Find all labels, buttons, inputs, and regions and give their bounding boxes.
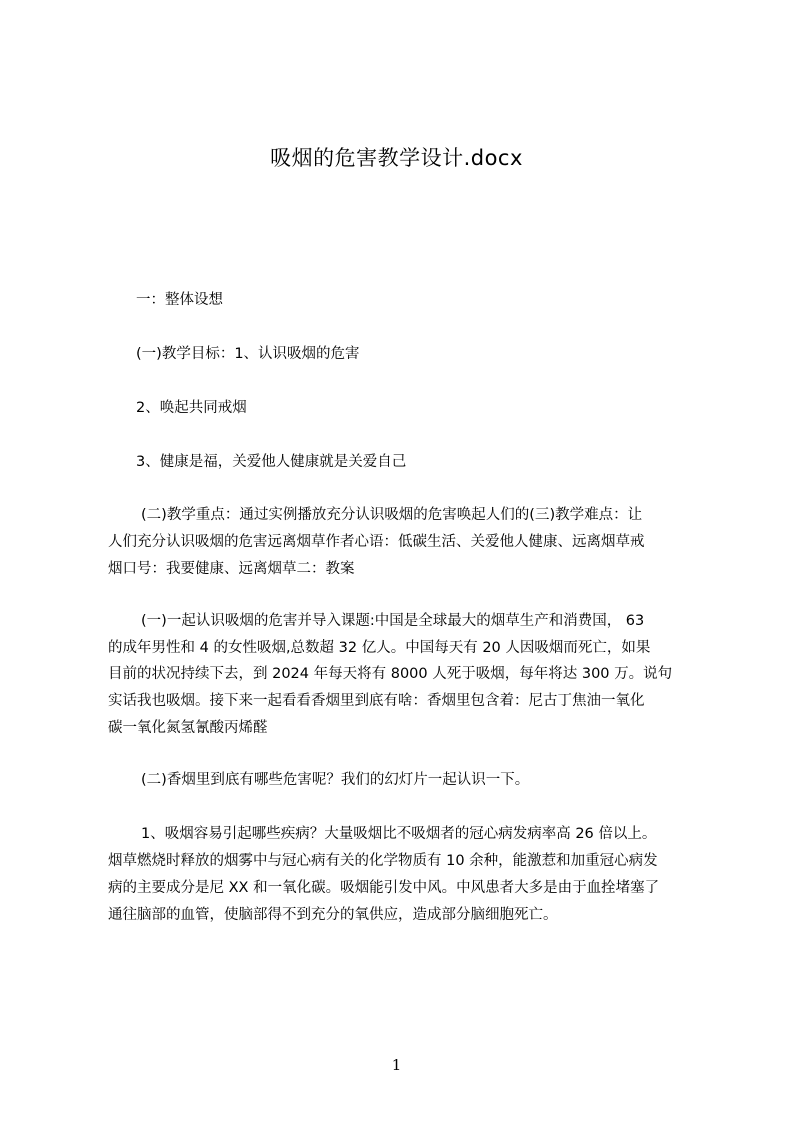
paragraph-diseases-line-2: 烟草燃烧时释放的烟雾中与冠心病有关的化学物质有 10 余种，能激惹和加重冠心病发 [108, 853, 658, 869]
teaching-goal-line-3: 3、健康是福，关爱他人健康就是关爱自己 [136, 454, 407, 470]
paragraph-diseases-line-1: 1、吸烟容易引起哪些疾病？大量吸烟比不吸烟者的冠心病发病率高 26 倍以上。 [141, 826, 657, 842]
paragraph-key-points-line-1: (二)教学重点：通过实例播放充分认识吸烟的危害唤起人们的(三)教学难点：让 [141, 507, 643, 523]
paragraph-diseases-line-4: 通往脑部的血管，使脑部得不到充分的氧供应，造成部分脑细胞死亡。 [108, 907, 558, 923]
teaching-goal-line-1: (一)教学目标：1、认识吸烟的危害 [136, 346, 360, 362]
document-title: 吸烟的危害教学设计.docx [270, 146, 523, 170]
page-number: 1 [391, 1056, 402, 1074]
paragraph-key-points-line-3: 烟口号：我要健康、远离烟草二：教案 [108, 561, 355, 577]
paragraph-intro-line-1: (一)一起认识吸烟的危害并导入课题:中国是全球最大的烟草生产和消费国， 63 [141, 613, 645, 629]
paragraph-intro-line-4: 实话我也吸烟。接下来一起看看香烟里到底有啥：香烟里包含着：尼古丁焦油一氧化 [108, 693, 645, 709]
section-heading-overall-plan: 一：整体设想 [136, 292, 223, 308]
teaching-goal-line-2: 2、唤起共同戒烟 [136, 400, 247, 416]
paragraph-intro-line-5: 碳一氧化氮氢氰酸丙烯醛 [108, 720, 268, 736]
paragraph-diseases-line-3: 病的主要成分是尼 XX 和一氧化碳。吸烟能引发中风。中风患者大多是由于血拴堵塞了 [108, 880, 660, 896]
paragraph-harms-question: (二)香烟里到底有哪些危害呢？我们的幻灯片一起认识一下。 [141, 772, 530, 788]
paragraph-key-points-line-2: 人们充分认识吸烟的危害远离烟草作者心语：低碳生活、关爱他人健康、远离烟草戒 [108, 534, 645, 550]
paragraph-intro-line-3: 目前的状况持续下去，到 2024 年每天将有 8000 人死于吸烟，每年将达 300 万。说句 [108, 666, 673, 682]
paragraph-intro-line-2: 的成年男性和 4 的女性吸烟,总数超 32 亿人。中国每天有 20 人因吸烟而死亡，如果 [108, 640, 651, 656]
